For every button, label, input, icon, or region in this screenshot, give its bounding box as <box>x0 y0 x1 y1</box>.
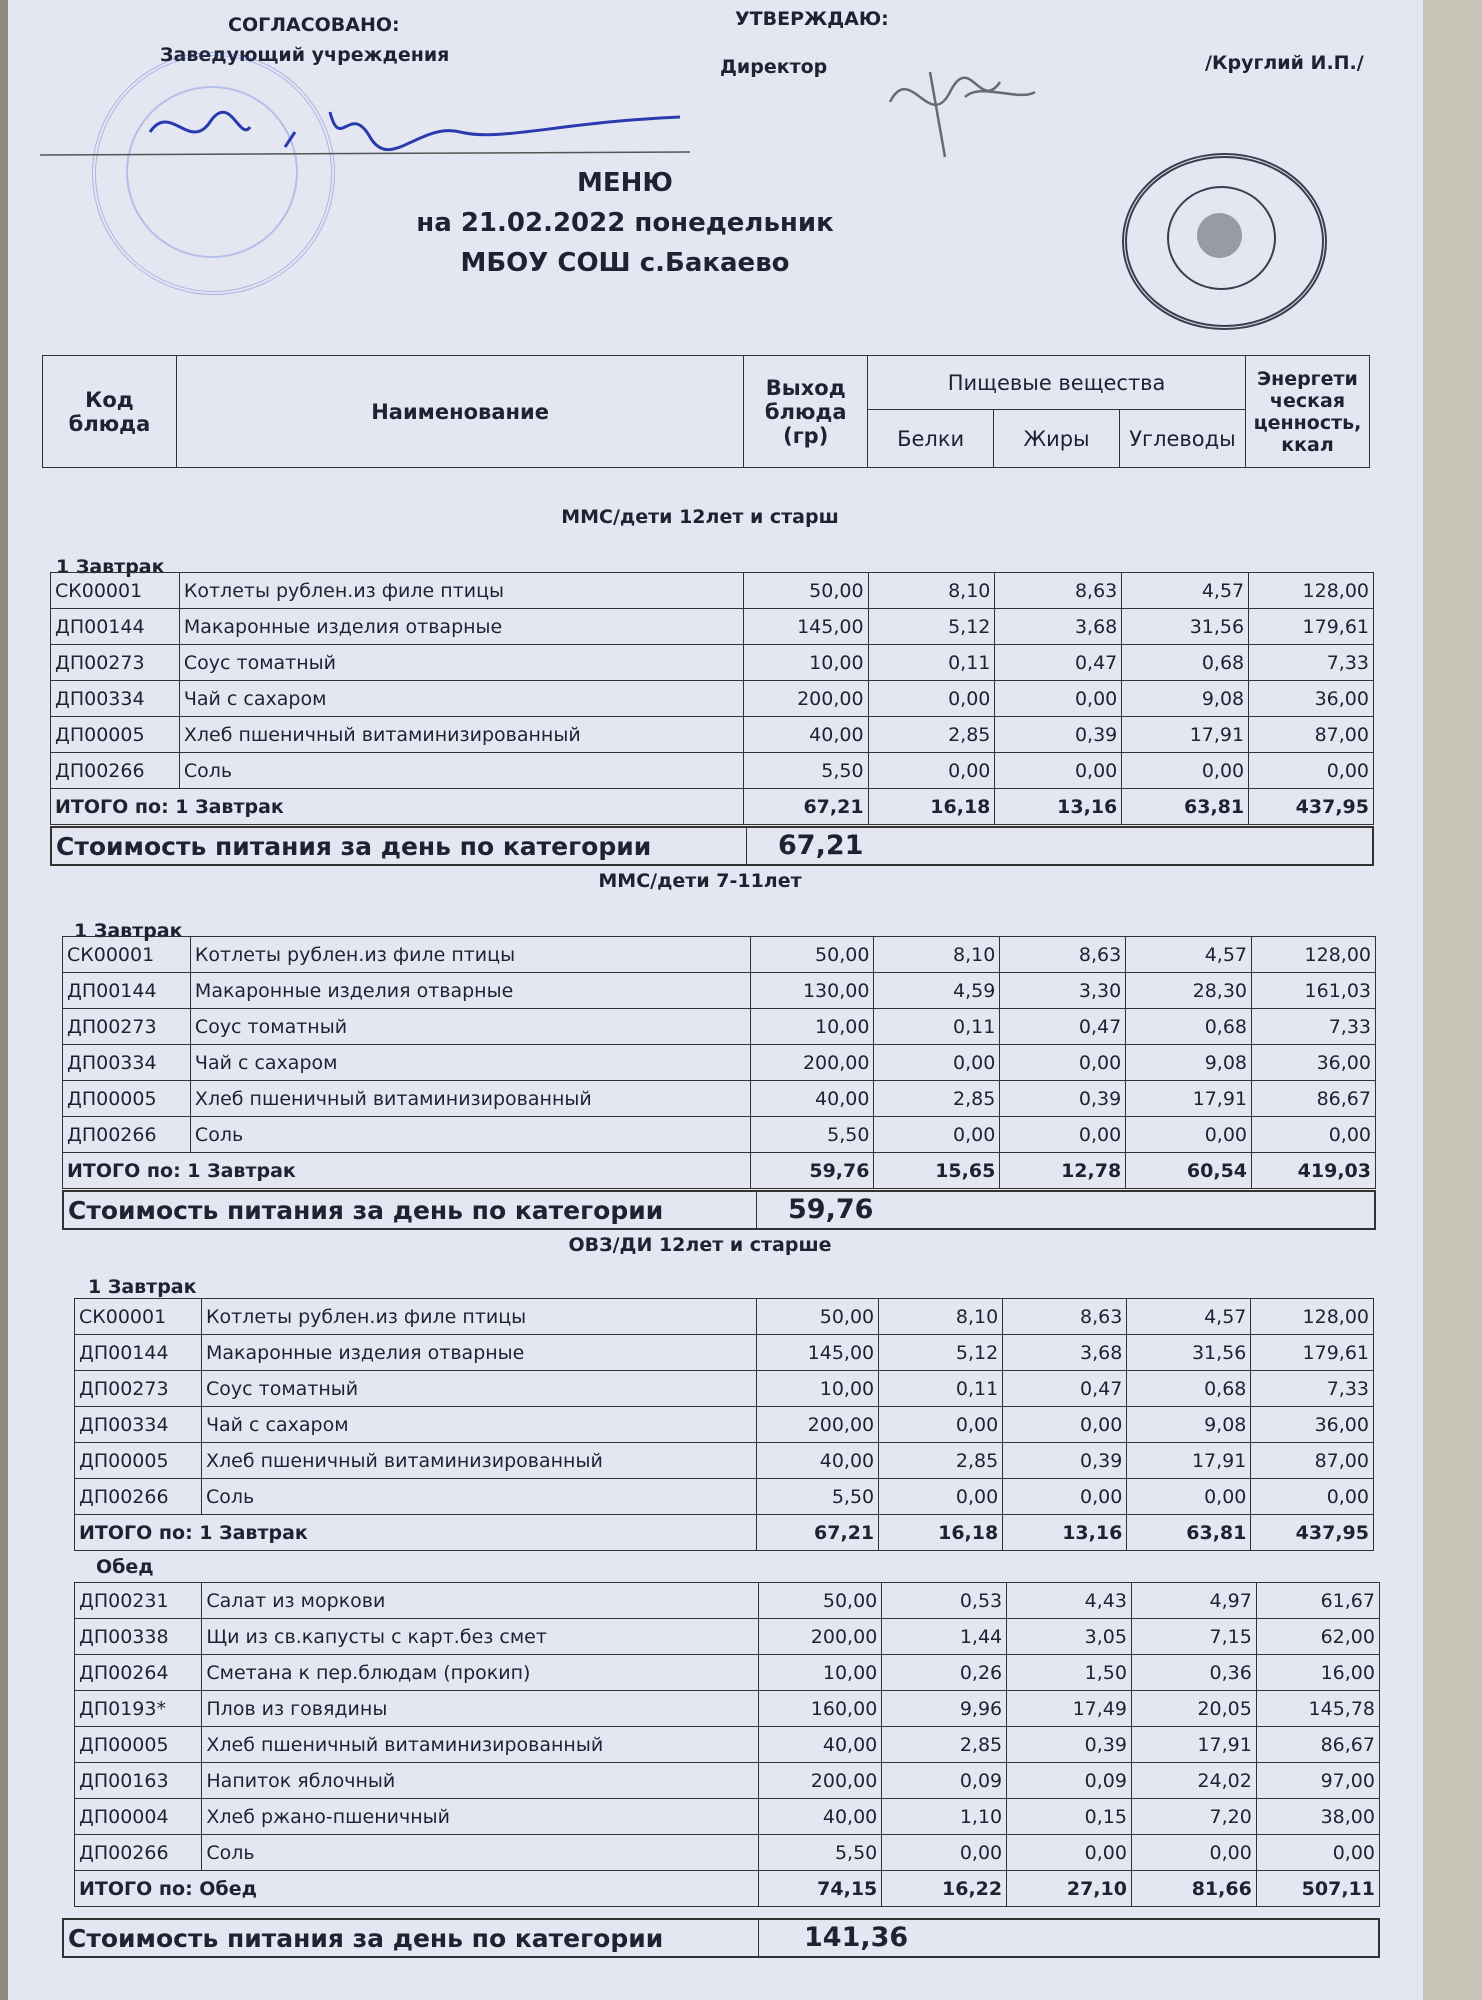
dish-code: СК00001 <box>63 937 191 973</box>
table-row <box>51 753 1374 789</box>
dish-fat: 0,47 <box>1000 1009 1126 1045</box>
dish-protein: 2,85 <box>874 1081 1000 1117</box>
signature-icon <box>40 92 690 164</box>
dish-fat: 8,63 <box>1000 937 1126 973</box>
table-row <box>75 1335 1374 1371</box>
dish-code: ДП00005 <box>51 717 180 753</box>
dish-output: 40,00 <box>759 1727 882 1763</box>
total-label: ИТОГО по: 1 Завтрак <box>75 1515 757 1551</box>
table-row <box>63 1045 1376 1081</box>
cost-row <box>62 1190 1376 1230</box>
dish-energy: 87,00 <box>1249 717 1374 753</box>
dish-output: 10,00 <box>750 1009 874 1045</box>
col-energy: Энергети ческая ценность, ккал <box>1245 356 1369 468</box>
meal-label: 1 Завтрак <box>56 556 165 578</box>
table-row <box>75 1479 1374 1515</box>
table-row <box>75 1619 1380 1655</box>
dish-protein: 0,00 <box>879 1407 1003 1443</box>
director-name: /Круглий И.П./ <box>1205 52 1364 74</box>
meal-label: 1 Завтрак <box>88 1276 197 1298</box>
total-carbs: 63,81 <box>1127 1515 1251 1551</box>
dish-carbs: 17,91 <box>1126 1081 1252 1117</box>
dish-output: 160,00 <box>759 1691 882 1727</box>
dish-output: 10,00 <box>759 1655 882 1691</box>
total-row <box>75 1515 1374 1551</box>
meal-label: 1 Завтрак <box>74 920 183 942</box>
dish-name: Хлеб пшеничный витаминизированный <box>190 1081 750 1117</box>
dish-name: Соус томатный <box>202 1371 757 1407</box>
dish-fat: 0,00 <box>1000 1045 1126 1081</box>
dish-fat: 0,47 <box>995 645 1122 681</box>
dish-carbs: 9,08 <box>1127 1407 1251 1443</box>
dish-name: Соль <box>179 753 743 789</box>
table-row <box>63 937 1376 973</box>
dish-protein: 0,00 <box>874 1117 1000 1153</box>
dish-name: Чай с сахаром <box>179 681 743 717</box>
table-row <box>75 1799 1380 1835</box>
approve-position: Директор <box>720 56 828 78</box>
dish-code: ДП00005 <box>75 1443 202 1479</box>
dish-carbs: 7,15 <box>1131 1619 1256 1655</box>
dish-carbs: 4,57 <box>1122 573 1249 609</box>
total-fat: 13,16 <box>995 789 1122 825</box>
dish-output: 130,00 <box>750 973 874 1009</box>
table-row <box>75 1443 1374 1479</box>
table-row <box>63 1117 1376 1153</box>
dish-protein: 0,00 <box>874 1045 1000 1081</box>
cost-row <box>62 1918 1380 1958</box>
total-fat: 27,10 <box>1007 1871 1132 1907</box>
dish-name: Макаронные изделия отварные <box>202 1335 757 1371</box>
dish-fat: 0,00 <box>1000 1117 1126 1153</box>
dish-code: ДП00338 <box>75 1619 202 1655</box>
dish-protein: 2,85 <box>868 717 995 753</box>
dish-name: Хлеб пшеничный витаминизированный <box>202 1443 757 1479</box>
dish-carbs: 20,05 <box>1131 1691 1256 1727</box>
dish-output: 50,00 <box>756 1299 878 1335</box>
dish-protein: 2,85 <box>882 1727 1007 1763</box>
category-caption: ММС/дети 7-11лет <box>598 870 802 892</box>
dish-energy: 179,61 <box>1249 609 1374 645</box>
dish-name: Соль <box>202 1835 759 1871</box>
dish-protein: 1,44 <box>882 1619 1007 1655</box>
dish-carbs: 31,56 <box>1122 609 1249 645</box>
total-output: 67,21 <box>743 789 868 825</box>
dish-carbs: 0,68 <box>1122 645 1249 681</box>
total-energy: 419,03 <box>1252 1153 1376 1189</box>
dish-code: ДП00266 <box>75 1479 202 1515</box>
dish-carbs: 4,97 <box>1131 1583 1256 1619</box>
dish-output: 40,00 <box>750 1081 874 1117</box>
total-carbs: 81,66 <box>1131 1871 1256 1907</box>
dish-fat: 0,39 <box>995 717 1122 753</box>
dish-fat: 1,50 <box>1007 1655 1132 1691</box>
dish-code: ДП00144 <box>63 973 191 1009</box>
col-fat: Жиры <box>994 410 1120 468</box>
total-carbs: 60,54 <box>1126 1153 1252 1189</box>
table-row <box>51 645 1374 681</box>
meal-label: Обед <box>96 1556 154 1578</box>
dish-fat: 0,00 <box>1007 1835 1132 1871</box>
dish-protein: 0,11 <box>879 1371 1003 1407</box>
menu-title: МЕНЮ <box>577 168 673 198</box>
dish-fat: 0,47 <box>1003 1371 1127 1407</box>
dish-protein: 0,00 <box>868 681 995 717</box>
dish-energy: 36,00 <box>1251 1407 1374 1443</box>
dish-output: 200,00 <box>743 681 868 717</box>
dish-output: 40,00 <box>756 1443 878 1479</box>
dish-protein: 1,10 <box>882 1799 1007 1835</box>
agreed-label: СОГЛАСОВАНО: <box>228 14 400 36</box>
table-row <box>75 1299 1374 1335</box>
dish-output: 5,50 <box>756 1479 878 1515</box>
total-fat: 13,16 <box>1003 1515 1127 1551</box>
col-protein: Белки <box>868 410 994 468</box>
dish-name: Хлеб пшеничный витаминизированный <box>179 717 743 753</box>
dish-protein: 0,26 <box>882 1655 1007 1691</box>
dish-name: Котлеты рублен.из филе птицы <box>202 1299 757 1335</box>
cost-row <box>50 826 1374 866</box>
dish-carbs: 4,57 <box>1127 1299 1251 1335</box>
total-energy: 437,95 <box>1249 789 1374 825</box>
dish-energy: 86,67 <box>1256 1727 1379 1763</box>
dish-fat: 0,00 <box>1003 1479 1127 1515</box>
dish-energy: 145,78 <box>1256 1691 1379 1727</box>
dish-energy: 38,00 <box>1256 1799 1379 1835</box>
dish-carbs: 4,57 <box>1126 937 1252 973</box>
dish-fat: 0,00 <box>995 753 1122 789</box>
total-row <box>63 1153 1376 1189</box>
total-fat: 12,78 <box>1000 1153 1126 1189</box>
dish-output: 200,00 <box>759 1763 882 1799</box>
dish-carbs: 0,00 <box>1127 1479 1251 1515</box>
dish-protein: 0,00 <box>868 753 995 789</box>
school-name: МБОУ СОШ с.Бакаево <box>460 248 790 278</box>
dish-name: Макаронные изделия отварные <box>190 973 750 1009</box>
dish-protein: 5,12 <box>868 609 995 645</box>
dish-energy: 128,00 <box>1252 937 1376 973</box>
dish-code: ДП00334 <box>51 681 180 717</box>
approve-label: УТВЕРЖДАЮ: <box>735 8 889 30</box>
cost-value: 141,36 <box>804 1922 909 1953</box>
menu-table <box>50 572 1374 825</box>
total-protein: 15,65 <box>874 1153 1000 1189</box>
table-row <box>63 1081 1376 1117</box>
dish-output: 200,00 <box>756 1407 878 1443</box>
dish-energy: 0,00 <box>1252 1117 1376 1153</box>
dish-energy: 16,00 <box>1256 1655 1379 1691</box>
total-energy: 507,11 <box>1256 1871 1379 1907</box>
cost-label: Стоимость питания за день по категории <box>68 1196 664 1225</box>
dish-protein: 8,10 <box>879 1299 1003 1335</box>
dish-output: 5,50 <box>743 753 868 789</box>
dish-name: Котлеты рублен.из филе птицы <box>190 937 750 973</box>
dish-carbs: 0,00 <box>1131 1835 1256 1871</box>
total-row <box>75 1871 1380 1907</box>
dish-protein: 0,11 <box>874 1009 1000 1045</box>
dish-energy: 87,00 <box>1251 1443 1374 1479</box>
dish-code: ДП00266 <box>63 1117 191 1153</box>
total-energy: 437,95 <box>1251 1515 1374 1551</box>
total-carbs: 63,81 <box>1122 789 1249 825</box>
total-label: ИТОГО по: 1 Завтрак <box>63 1153 751 1189</box>
dish-name: Хлеб ржано-пшеничный <box>202 1799 759 1835</box>
menu-date: на 21.02.2022 понедельник <box>416 208 834 238</box>
dish-fat: 0,39 <box>1003 1443 1127 1479</box>
dish-protein: 8,10 <box>874 937 1000 973</box>
dish-fat: 0,39 <box>1007 1727 1132 1763</box>
dish-carbs: 17,91 <box>1131 1727 1256 1763</box>
table-row <box>75 1835 1380 1871</box>
table-row <box>51 609 1374 645</box>
dish-energy: 97,00 <box>1256 1763 1379 1799</box>
dish-fat: 3,05 <box>1007 1619 1132 1655</box>
dish-code: ДП00144 <box>51 609 180 645</box>
dish-energy: 61,67 <box>1256 1583 1379 1619</box>
dish-name: Сметана к пер.блюдам (прокип) <box>202 1655 759 1691</box>
dish-energy: 128,00 <box>1249 573 1374 609</box>
dish-energy: 179,61 <box>1251 1335 1374 1371</box>
col-output: Выход блюда (гр) <box>744 356 868 468</box>
dish-name: Соль <box>190 1117 750 1153</box>
dish-code: ДП00004 <box>75 1799 202 1835</box>
dish-carbs: 24,02 <box>1131 1763 1256 1799</box>
background-surface <box>1423 0 1482 2000</box>
table-row <box>75 1727 1380 1763</box>
dish-output: 145,00 <box>756 1335 878 1371</box>
table-row <box>51 681 1374 717</box>
menu-table <box>62 936 1376 1189</box>
dish-energy: 62,00 <box>1256 1619 1379 1655</box>
dish-output: 5,50 <box>750 1117 874 1153</box>
dish-code: ДП00273 <box>75 1371 202 1407</box>
dish-protein: 0,53 <box>882 1583 1007 1619</box>
dish-name: Салат из моркови <box>202 1583 759 1619</box>
dish-fat: 8,63 <box>1003 1299 1127 1335</box>
total-label: ИТОГО по: Обед <box>75 1871 759 1907</box>
table-row <box>63 1009 1376 1045</box>
dish-protein: 9,96 <box>882 1691 1007 1727</box>
dish-name: Соус томатный <box>190 1009 750 1045</box>
dish-code: СК00001 <box>75 1299 202 1335</box>
dish-code: ДП0193* <box>75 1691 202 1727</box>
dish-code: ДП00266 <box>51 753 180 789</box>
dish-fat: 0,09 <box>1007 1763 1132 1799</box>
dish-name: Соль <box>202 1479 757 1515</box>
cost-value: 59,76 <box>788 1194 874 1225</box>
dish-output: 10,00 <box>743 645 868 681</box>
dish-energy: 7,33 <box>1249 645 1374 681</box>
dish-energy: 36,00 <box>1249 681 1374 717</box>
dish-carbs: 9,08 <box>1122 681 1249 717</box>
dish-fat: 3,68 <box>995 609 1122 645</box>
dish-name: Чай с сахаром <box>202 1407 757 1443</box>
dish-energy: 0,00 <box>1256 1835 1379 1871</box>
dish-fat: 0,00 <box>1003 1407 1127 1443</box>
total-output: 59,76 <box>750 1153 874 1189</box>
dish-code: ДП00005 <box>63 1081 191 1117</box>
dish-code: ДП00334 <box>63 1045 191 1081</box>
dish-code: ДП00231 <box>75 1583 202 1619</box>
dish-protein: 0,00 <box>879 1479 1003 1515</box>
dish-name: Макаронные изделия отварные <box>179 609 743 645</box>
total-protein: 16,18 <box>879 1515 1003 1551</box>
table-row <box>75 1371 1374 1407</box>
dish-carbs: 17,91 <box>1127 1443 1251 1479</box>
dish-carbs: 0,68 <box>1127 1371 1251 1407</box>
dish-energy: 161,03 <box>1252 973 1376 1009</box>
dish-energy: 0,00 <box>1249 753 1374 789</box>
column-header-table <box>42 355 1370 468</box>
dish-output: 50,00 <box>743 573 868 609</box>
col-carbs: Углеводы <box>1120 410 1246 468</box>
dish-code: ДП00144 <box>75 1335 202 1371</box>
dish-output: 10,00 <box>756 1371 878 1407</box>
dish-protein: 0,11 <box>868 645 995 681</box>
table-row <box>75 1655 1380 1691</box>
dish-energy: 7,33 <box>1251 1371 1374 1407</box>
dish-code: ДП00163 <box>75 1763 202 1799</box>
table-row <box>51 717 1374 753</box>
dish-protein: 4,59 <box>874 973 1000 1009</box>
dish-protein: 5,12 <box>879 1335 1003 1371</box>
dish-name: Чай с сахаром <box>190 1045 750 1081</box>
category-caption: ОВЗ/ДИ 12лет и старше <box>568 1234 832 1256</box>
dish-fat: 3,30 <box>1000 973 1126 1009</box>
category-caption: ММС/дети 12лет и старш <box>561 506 839 528</box>
col-nutrients: Пищевые вещества <box>868 356 1246 410</box>
dish-name: Плов из говядины <box>202 1691 759 1727</box>
total-protein: 16,18 <box>868 789 995 825</box>
dish-carbs: 28,30 <box>1126 973 1252 1009</box>
dish-fat: 0,00 <box>995 681 1122 717</box>
cost-label: Стоимость питания за день по категории <box>68 1924 664 1953</box>
agreed-position: Заведующий учреждения <box>160 44 450 66</box>
dish-fat: 0,39 <box>1000 1081 1126 1117</box>
dish-carbs: 7,20 <box>1131 1799 1256 1835</box>
menu-table <box>74 1582 1380 1907</box>
dish-protein: 0,00 <box>882 1835 1007 1871</box>
dish-name: Щи из св.капусты с карт.без смет <box>202 1619 759 1655</box>
dish-code: ДП00264 <box>75 1655 202 1691</box>
dish-output: 50,00 <box>759 1583 882 1619</box>
col-name: Наименование <box>176 356 743 468</box>
dish-carbs: 0,36 <box>1131 1655 1256 1691</box>
dish-output: 5,50 <box>759 1835 882 1871</box>
dish-fat: 17,49 <box>1007 1691 1132 1727</box>
dish-code: ДП00005 <box>75 1727 202 1763</box>
dish-carbs: 0,00 <box>1126 1117 1252 1153</box>
dish-code: ДП00266 <box>75 1835 202 1871</box>
total-protein: 16,22 <box>882 1871 1007 1907</box>
table-row <box>75 1691 1380 1727</box>
dish-protein: 8,10 <box>868 573 995 609</box>
dish-output: 145,00 <box>743 609 868 645</box>
director-signature-icon <box>870 52 1040 162</box>
dish-fat: 8,63 <box>995 573 1122 609</box>
dish-output: 40,00 <box>743 717 868 753</box>
dish-code: ДП00273 <box>63 1009 191 1045</box>
dish-fat: 0,15 <box>1007 1799 1132 1835</box>
dish-energy: 36,00 <box>1252 1045 1376 1081</box>
dish-output: 50,00 <box>750 937 874 973</box>
dish-energy: 128,00 <box>1251 1299 1374 1335</box>
dish-energy: 0,00 <box>1251 1479 1374 1515</box>
total-output: 74,15 <box>759 1871 882 1907</box>
dish-name: Котлеты рублен.из филе птицы <box>179 573 743 609</box>
dish-energy: 86,67 <box>1252 1081 1376 1117</box>
dish-energy: 7,33 <box>1252 1009 1376 1045</box>
dish-code: ДП00273 <box>51 645 180 681</box>
dish-name: Хлеб пшеничный витаминизированный <box>202 1727 759 1763</box>
dish-carbs: 0,00 <box>1122 753 1249 789</box>
dish-code: СК00001 <box>51 573 180 609</box>
dish-fat: 3,68 <box>1003 1335 1127 1371</box>
cost-value: 67,21 <box>778 830 864 861</box>
dish-protein: 2,85 <box>879 1443 1003 1479</box>
table-row <box>75 1583 1380 1619</box>
table-row <box>75 1407 1374 1443</box>
total-output: 67,21 <box>756 1515 878 1551</box>
dish-name: Напиток яблочный <box>202 1763 759 1799</box>
dish-carbs: 0,68 <box>1126 1009 1252 1045</box>
col-code: Код блюда <box>43 356 177 468</box>
menu-table <box>74 1298 1374 1551</box>
table-row <box>51 573 1374 609</box>
dish-carbs: 9,08 <box>1126 1045 1252 1081</box>
total-label: ИТОГО по: 1 Завтрак <box>51 789 744 825</box>
dish-carbs: 31,56 <box>1127 1335 1251 1371</box>
dish-output: 200,00 <box>750 1045 874 1081</box>
total-row <box>51 789 1374 825</box>
dish-output: 40,00 <box>759 1799 882 1835</box>
dish-protein: 0,09 <box>882 1763 1007 1799</box>
table-row <box>63 973 1376 1009</box>
dish-carbs: 17,91 <box>1122 717 1249 753</box>
cost-label: Стоимость питания за день по категории <box>56 832 652 861</box>
dish-name: Соус томатный <box>179 645 743 681</box>
dish-code: ДП00334 <box>75 1407 202 1443</box>
dish-fat: 4,43 <box>1007 1583 1132 1619</box>
table-row <box>75 1763 1380 1799</box>
dish-output: 200,00 <box>759 1619 882 1655</box>
